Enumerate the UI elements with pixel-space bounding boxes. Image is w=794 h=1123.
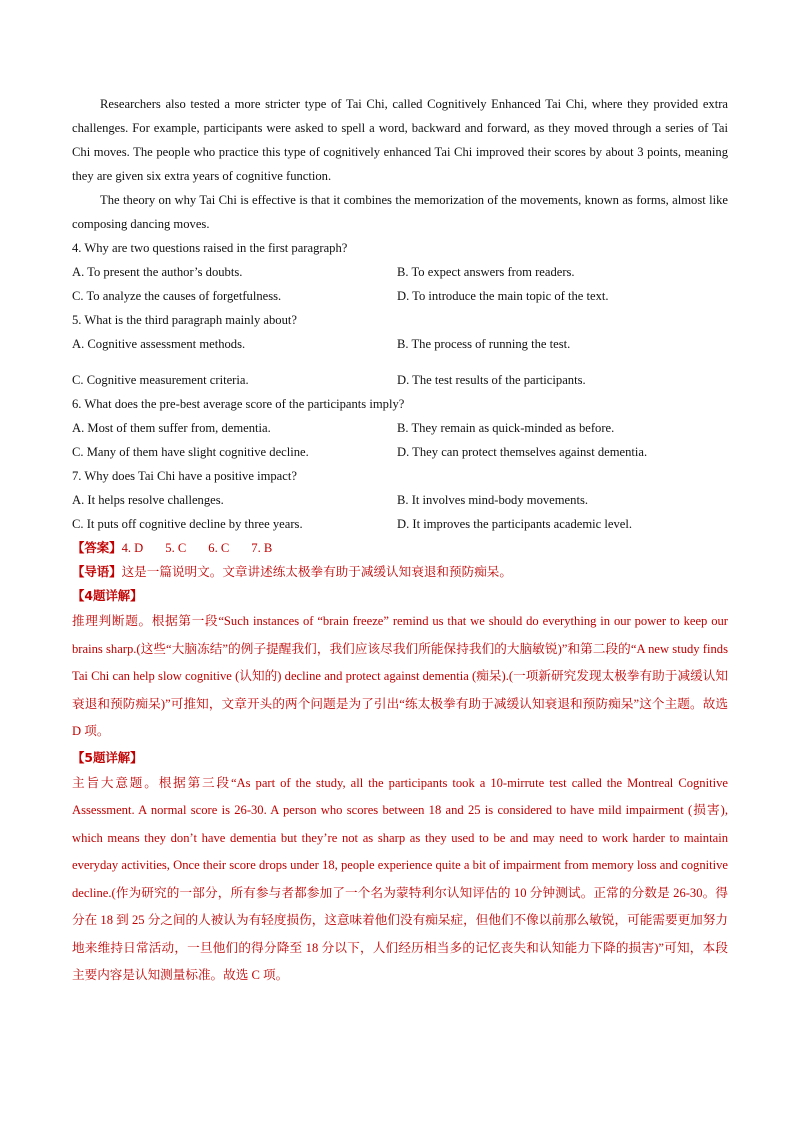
question-7-stem: 7. Why does Tai Chi have a positive impact? [72, 469, 297, 483]
question-5-options [72, 332, 728, 392]
option-6b: B. They remain as quick-minded as before. [397, 421, 615, 435]
detail-4-heading: 【4题详解】 [72, 588, 143, 603]
option-4c: C. To analyze the causes of forgetfulness. [72, 289, 282, 303]
document-page [72, 92, 728, 990]
option-5a: A. Cognitive assessment methods. [72, 337, 246, 351]
question-6-options [72, 416, 728, 464]
answer-item: 4. D [121, 541, 144, 555]
answer-line [72, 536, 728, 560]
option-5c: C. Cognitive measurement criteria. [72, 373, 249, 387]
option-7b: B. It involves mind-body movements. [397, 493, 588, 507]
answer-label: 【答案】 [72, 540, 122, 555]
answer-item: 7. B [251, 541, 273, 555]
detail-5-heading: 【5题详解】 [72, 749, 143, 765]
answer-item: 6. C [208, 541, 230, 555]
guide-text: 这是一篇说明文。文章讲述练太极拳有助于减缓认知衰退和预防痴呆。 [121, 565, 512, 579]
option-6a: A. Most of them suffer from, dementia. [72, 421, 271, 435]
answer-item: 5. C [165, 541, 187, 555]
option-4b: B. To expect answers from readers. [397, 265, 575, 279]
question-4-stem: 4. Why are two questions raised in the first paragraph? [72, 241, 348, 255]
guide-line [72, 560, 728, 584]
option-7a: A. It helps resolve challenges. [72, 493, 224, 507]
option-7d: D. It improves the participants academic level. [397, 517, 632, 531]
question-7-options [72, 488, 728, 536]
question-6-stem: 6. What does the pre-best average score of the participants imply? [72, 397, 405, 411]
option-7c: C. It puts off cognitive decline by three years. [72, 517, 303, 531]
question-4-options [72, 260, 728, 308]
option-6c: C. Many of them have slight cognitive decline. [72, 445, 309, 459]
detail-5-text: 主旨大意题。根据第三段“As part of the study, all the participants took a 10-mirrute test called the Montreal Cognitive Assessment. A normal score is 26-30. A person who scores between 18 and 25 is considered to have mild impairment (损害), which means they don’t have dementia but they’re not as sharp as they used to be and may need to work harder to maintain everyday activities, Once their score drops under 18, people experience quite a bit of impairment from memory loss and cognitive decline.(作为研究的一部分，所有参与者都参加了一个名为蒙特利尔认知评估的 10 分钟测试。正常的分数是 26-30。得分在 18 到 25 分之间的人被认为有轻度损伤，这意味着他们没有痴呆症，但他们不像以前那么敏锐，可能需要更加努力地来维持日常活动，一旦他们的得分降至 18 分以下，人们经历相当多的记忆丧失和认知能力下降的损害)”可知，本段主要内容是认知测量标准。故选 C 项。 [72, 775, 728, 982]
question-5-stem: 5. What is the third paragraph mainly about? [72, 313, 297, 327]
option-4a: A. To present the author’s doubts. [72, 265, 243, 279]
option-5b: B. The process of running the test. [397, 337, 571, 351]
detail-4-text: 推理判断题。根据第一段“Such instances of “brain freeze” remind us that we should do everything in our power to keep our brains sharp.(这些“大脑冻结”的例子提醒我们，我们应该尽我们所能保持我们的大脑敏锐)”和第二段的“A new study finds Tai Chi can help slow cognitive (认知的) decline and protect against dementia (痴呆).(一项新研究发现太极拳有助于减缓认知衰退和预防痴呆)”可推知，文章开头的两个问题是为了引出“练太极拳有助于减缓认知衰退和预防痴呆”这个主题。故选 D 项。 [72, 614, 728, 738]
option-5d: D. The test results of the participants. [397, 373, 586, 387]
passage-paragraph-2: The theory on why Tai Chi is effective is that it combines the memorization of the movements, known as forms, almost like composing dancing moves. [72, 193, 728, 231]
passage-paragraph-1: Researchers also tested a more stricter type of Tai Chi, called Cognitively Enhanced Tai Chi, where they provided extra challenges. For example, participants were asked to spell a word, backward and forward, as they moved through a series of Tai Chi moves. The people who practice this type of cognitively enhanced Tai Chi improved their scores by about 3 points, meaning they are given six extra years of cognitive function. [72, 97, 728, 183]
option-4d: D. To introduce the main topic of the text. [397, 289, 609, 303]
option-6d: D. They can protect themselves against dementia. [397, 445, 648, 459]
guide-label: 【导语】 [72, 564, 122, 579]
